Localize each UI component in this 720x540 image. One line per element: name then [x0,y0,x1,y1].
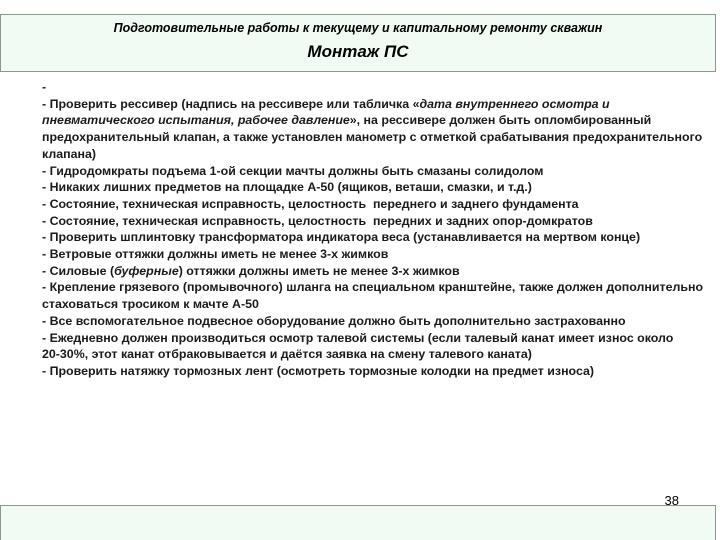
page-number: 38 [664,493,679,508]
list-item [42,313,704,330]
slide-subtitle: Подготовительные работы к текущему и капитальному ремонту скважин [113,21,603,35]
item-text: - Проверить натяжку тормозных лент (осмотреть тормозные колодки на предмет износа) [42,363,595,378]
slide-title: Монтаж ПС [307,42,409,61]
item-text: - Все вспомогательное подвесное оборудование должно быть дополнительно застрахованно [42,313,626,328]
item-text-tail: ) оттяжки должны иметь не менее 3-х жимков [178,263,460,278]
item-text: - Состояние, техническая исправность, целостность передних и задних опор-домкратов [42,213,593,228]
list-item [42,330,704,363]
item-text: - Проверить рессивер (надпись на рессивере или табличка « [42,96,420,111]
item-text: - Никаких лишних предметов на площадке А-50 (ящиков, веташи, смазки, и т.д.) [42,180,532,195]
list-item [42,246,704,263]
lead-dash: - [42,80,47,94]
item-text: - Силовые ( [42,263,115,278]
list-item [42,213,704,230]
list-item [42,96,704,163]
footer-bar [0,505,716,540]
list-item [42,279,704,312]
list-item [42,363,704,380]
list-item [42,179,704,196]
item-text: - Состояние, техническая исправность, целостность переднего и заднего фундамента [42,196,579,211]
item-text: - Ветровые оттяжки должны иметь не менее 3-х жимков [42,247,389,262]
list-item [42,196,704,213]
item-text: - Ежедневно должен производиться осмотр талевой системы (если талевый канат имеет износ около 20-30%, этот канат отбраковывается и даётся заявка на смену талевого каната) [42,330,698,362]
item-text: - Крепление грязевого (промывочного) шланга на специальном кранштейне, также должен дополнительно стаховаться тросиком к мачте А-50 [42,280,704,312]
item-text: - Проверить шплинтовку трансформатора индикатора веса (устанавливается на мертвом конце) [42,230,641,245]
list-item [42,163,704,180]
item-text: - Гидродомкраты подъема 1-ой секции мачты должны быть смазаны солидолом [42,163,544,178]
item-text-tail: », на рессивере должен быть опломбированный предохранительный клапан, а также установлен манометр с отметкой срабатывания предохранительного клапана) [42,113,703,161]
item-italic-text: дата внутреннего осмотра и пневматического испытания, рабочее давление [42,96,610,128]
list-item [42,263,704,280]
checklist-body [42,79,704,380]
list-item [42,229,704,246]
header-banner [0,14,716,72]
item-italic-text: буферные [114,263,179,278]
